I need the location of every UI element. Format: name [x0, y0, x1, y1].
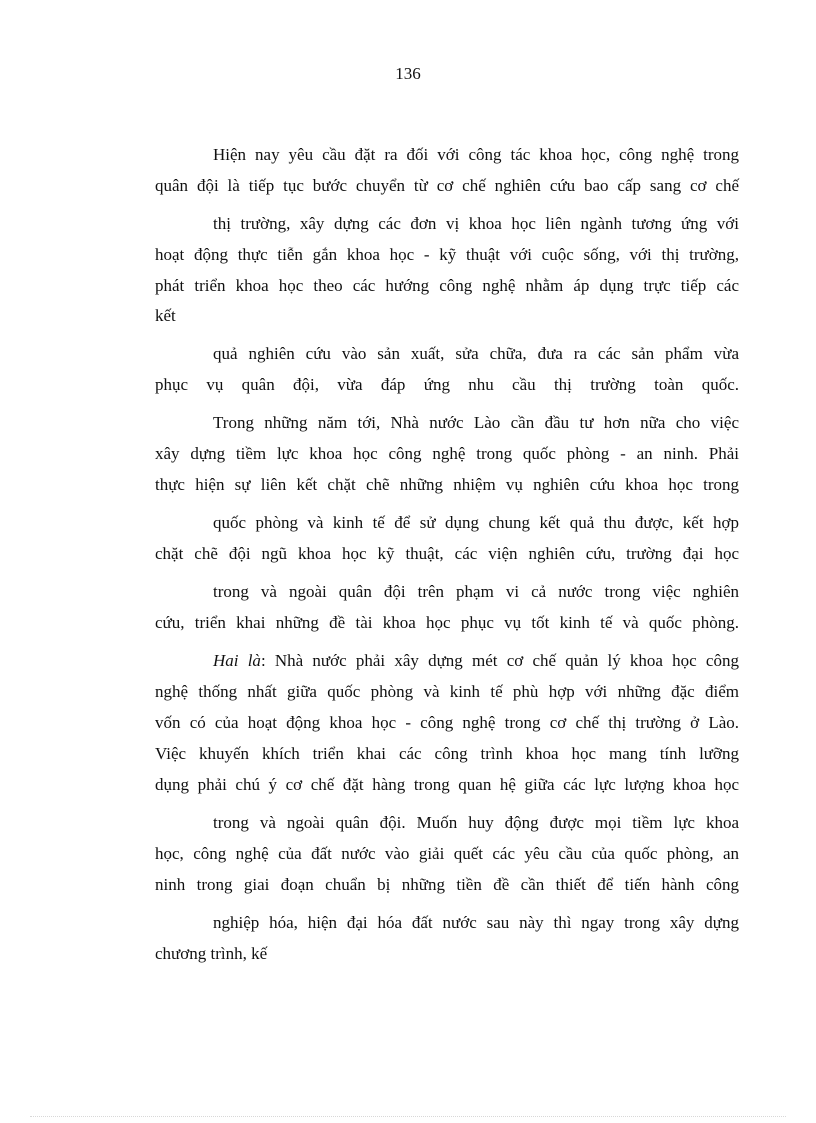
text-line: dụng phải chú ý cơ chế đặt hàng trong quan hệ giữa các lực lượng khoa học — [155, 775, 739, 794]
text-line: hoạt động thực tiễn gắn khoa học - kỹ thuật với cuộc sống, với thị trường, — [155, 245, 739, 264]
text-line: chặt chẽ đội ngũ khoa học kỹ thuật, các viện nghiên cứu, trường đại học — [155, 544, 739, 563]
text-line: chương trình, kế — [155, 944, 268, 963]
bottom-dotted-rule — [30, 1116, 786, 1117]
text-line: thị trường, xây dựng các đơn vị khoa học liên ngành tương ứng với — [213, 214, 739, 233]
text-line: Hiện nay yêu cầu đặt ra đối với công tác khoa học, công nghệ trong — [213, 145, 739, 164]
hai-la-lead: Hai là — [213, 651, 261, 670]
text-line: nghệ thống nhất giữa quốc phòng và kinh tế phù hợp với những đặc điểm — [155, 682, 739, 701]
text-line: phục vụ quân đội, vừa đáp ứng nhu cầu thị trường toàn quốc. — [155, 375, 739, 394]
text-line: kết — [155, 306, 176, 325]
page-number: 136 — [395, 64, 421, 83]
text-line-rest: : Nhà nước phải xây dựng mét cơ chế quản lý khoa học công — [260, 651, 739, 670]
text-line: Trong những năm tới, Nhà nước Lào cần đầu tư hơn nữa cho việc — [213, 413, 739, 432]
text-line: quốc phòng và kinh tế để sử dụng chung kết quả thu được, kết hợp — [213, 513, 739, 532]
text-line: phát triển khoa học theo các hướng công nghệ nhằm áp dụng trực tiếp các — [155, 276, 739, 295]
text-line: nghiệp hóa, hiện đại hóa đất nước sau này thì ngay trong xây dựng — [213, 913, 739, 932]
text-line: cứu, triển khai những đề tài khoa học phục vụ tốt kinh tế và quốc phòng. — [155, 613, 739, 632]
text-line — [213, 648, 739, 674]
text-line: trong và ngoài quân đội. Muốn huy động được mọi tiềm lực khoa — [213, 813, 739, 832]
text-line: ninh trong giai đoạn chuẩn bị những tiền đề cần thiết để tiến hành công — [155, 875, 739, 894]
text-line: học, công nghệ của đất nước vào giải quết các yêu cầu của quốc phòng, an — [155, 844, 739, 863]
text-line: thực hiện sự liên kết chặt chẽ những nhiệm vụ nghiên cứu khoa học trong — [155, 475, 739, 494]
text-line: quả nghiên cứu vào sản xuất, sửa chữa, đưa ra các sản phẩm vừa — [213, 344, 739, 363]
text-line: trong và ngoài quân đội trên phạm vi cả nước trong việc nghiên — [213, 582, 739, 601]
text-line: quân đội là tiếp tục bước chuyển từ cơ chế nghiên cứu bao cấp sang cơ chế — [155, 176, 739, 195]
text-line: Việc khuyến khích triển khai các công trình khoa học mang tính lưỡng — [155, 744, 739, 763]
text-line: vốn có của hoạt động khoa học - công nghệ trong cơ chế thị trường ở Lào. — [155, 713, 739, 732]
text-line: xây dựng tiềm lực khoa học công nghệ trong quốc phòng - an ninh. Phải — [155, 444, 739, 463]
